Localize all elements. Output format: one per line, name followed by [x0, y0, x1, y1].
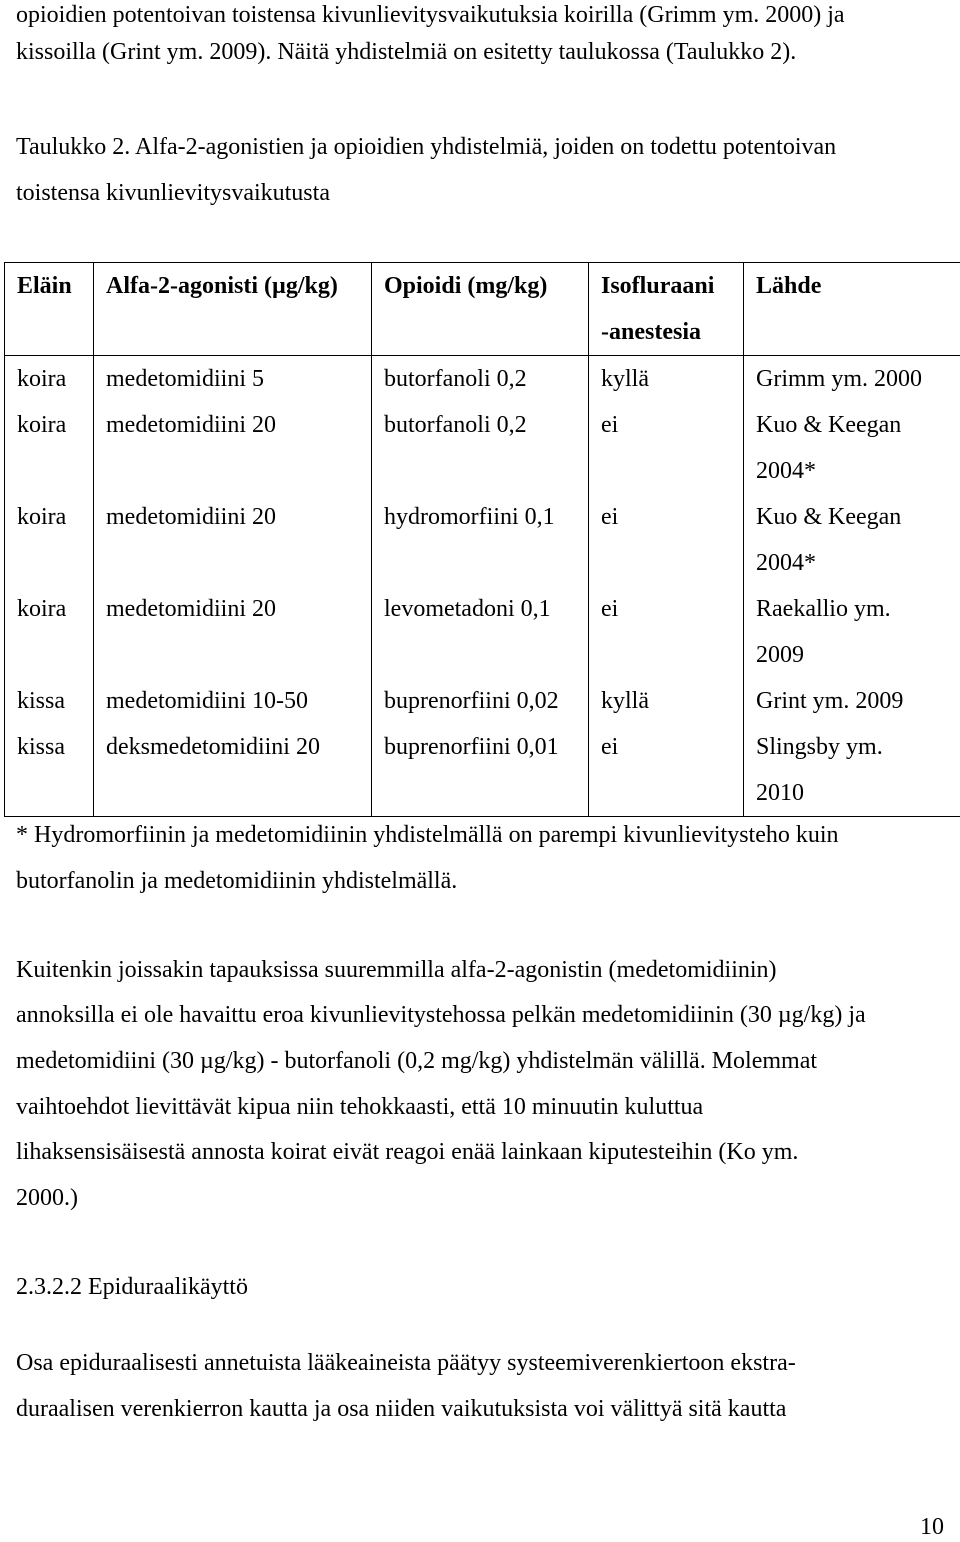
- table-row: [5, 402, 960, 494]
- cell-isoflurane: kyllä: [589, 356, 744, 403]
- table-caption-line-1: Taulukko 2. Alfa-2-agonistien ja opioidien yhdistelmiä, joiden on todettu potentoivan: [16, 132, 836, 162]
- cell-animal: kissa: [5, 724, 94, 817]
- cell-agonist: medetomidiini 20: [94, 494, 372, 586]
- paragraph-line-2: annoksilla ei ole havaittu eroa kivunlievitystehossa pelkän medetomidiinin (30 µg/kg) ja: [16, 1000, 866, 1030]
- page-number: 10: [920, 1512, 944, 1542]
- cell-opioid: buprenorfiini 0,02: [372, 678, 589, 724]
- cell-source: Grint ym. 2009: [744, 678, 960, 724]
- cell-isoflurane: kyllä: [589, 678, 744, 724]
- table-row: [5, 678, 960, 724]
- table-row: [5, 586, 960, 678]
- cell-isoflurane: ei: [589, 586, 744, 678]
- combination-table: [4, 262, 960, 817]
- cell-opioid: levometadoni 0,1: [372, 586, 589, 678]
- cell-isoflurane: ei: [589, 402, 744, 494]
- paragraph-line-5: lihaksensisäisestä annosta koirat eivät reagoi enää lainkaan kiputesteihin (Ko ym.: [16, 1137, 798, 1167]
- cell-opioid: butorfanoli 0,2: [372, 402, 589, 494]
- footnote-line-1: * Hydromorfiinin ja medetomidiinin yhdistelmällä on parempi kivunlievitysteho kuin: [16, 820, 839, 850]
- cell-opioid: buprenorfiini 0,01: [372, 724, 589, 817]
- cell-isoflurane: ei: [589, 494, 744, 586]
- header-agonist: Alfa-2-agonisti (µg/kg): [94, 263, 372, 356]
- cell-source: Kuo & Keegan 2004*: [744, 402, 960, 494]
- cell-agonist: medetomidiini 5: [94, 356, 372, 403]
- header-opioid: Opioidi (mg/kg): [372, 263, 589, 356]
- table-row: [5, 494, 960, 586]
- table-header-row: [5, 263, 960, 356]
- cell-animal: koira: [5, 402, 94, 494]
- cell-opioid: hydromorfiini 0,1: [372, 494, 589, 586]
- cell-animal: koira: [5, 586, 94, 678]
- cell-agonist: medetomidiini 20: [94, 586, 372, 678]
- cell-source: Slingsby ym. 2010: [744, 724, 960, 817]
- header-isoflurane: Isofluraani -anestesia: [589, 263, 744, 356]
- header-source: Lähde: [744, 263, 960, 356]
- cell-agonist: medetomidiini 10-50: [94, 678, 372, 724]
- cell-agonist: medetomidiini 20: [94, 402, 372, 494]
- paragraph-line-6: 2000.): [16, 1183, 78, 1213]
- section-heading: 2.3.2.2 Epiduraalikäyttö: [16, 1272, 248, 1302]
- section-line-2: duraalisen verenkierron kautta ja osa niiden vaikutuksista voi välittyä sitä kautta: [16, 1394, 786, 1424]
- paragraph-line-4: vaihtoehdot lievittävät kipua niin tehokkaasti, että 10 minuutin kuluttua: [16, 1092, 703, 1122]
- intro-line-1: opioidien potentoivan toistensa kivunlievitysvaikutuksia koirilla (Grimm ym. 2000) ja: [16, 0, 845, 30]
- cell-animal: koira: [5, 494, 94, 586]
- intro-line-2: kissoilla (Grint ym. 2009). Näitä yhdistelmiä on esitetty taulukossa (Taulukko 2).: [16, 37, 796, 67]
- cell-source: Raekallio ym. 2009: [744, 586, 960, 678]
- paragraph-line-3: medetomidiini (30 µg/kg) - butorfanoli (0,2 mg/kg) yhdistelmän välillä. Molemmat: [16, 1046, 817, 1076]
- cell-agonist: deksmedetomidiini 20: [94, 724, 372, 817]
- cell-source: Kuo & Keegan 2004*: [744, 494, 960, 586]
- table-row: [5, 356, 960, 403]
- table-row: [5, 724, 960, 817]
- table-caption-line-2: toistensa kivunlievitysvaikutusta: [16, 178, 330, 208]
- section-line-1: Osa epiduraalisesti annetuista lääkeaineista päätyy systeemiverenkiertoon ekstra-: [16, 1348, 796, 1378]
- header-animal: Eläin: [5, 263, 94, 356]
- cell-isoflurane: ei: [589, 724, 744, 817]
- footnote-line-2: butorfanolin ja medetomidiinin yhdistelmällä.: [16, 866, 457, 896]
- paragraph-line-1: Kuitenkin joissakin tapauksissa suuremmilla alfa-2-agonistin (medetomidiinin): [16, 955, 777, 985]
- cell-animal: kissa: [5, 678, 94, 724]
- cell-source: Grimm ym. 2000: [744, 356, 960, 403]
- cell-animal: koira: [5, 356, 94, 403]
- cell-opioid: butorfanoli 0,2: [372, 356, 589, 403]
